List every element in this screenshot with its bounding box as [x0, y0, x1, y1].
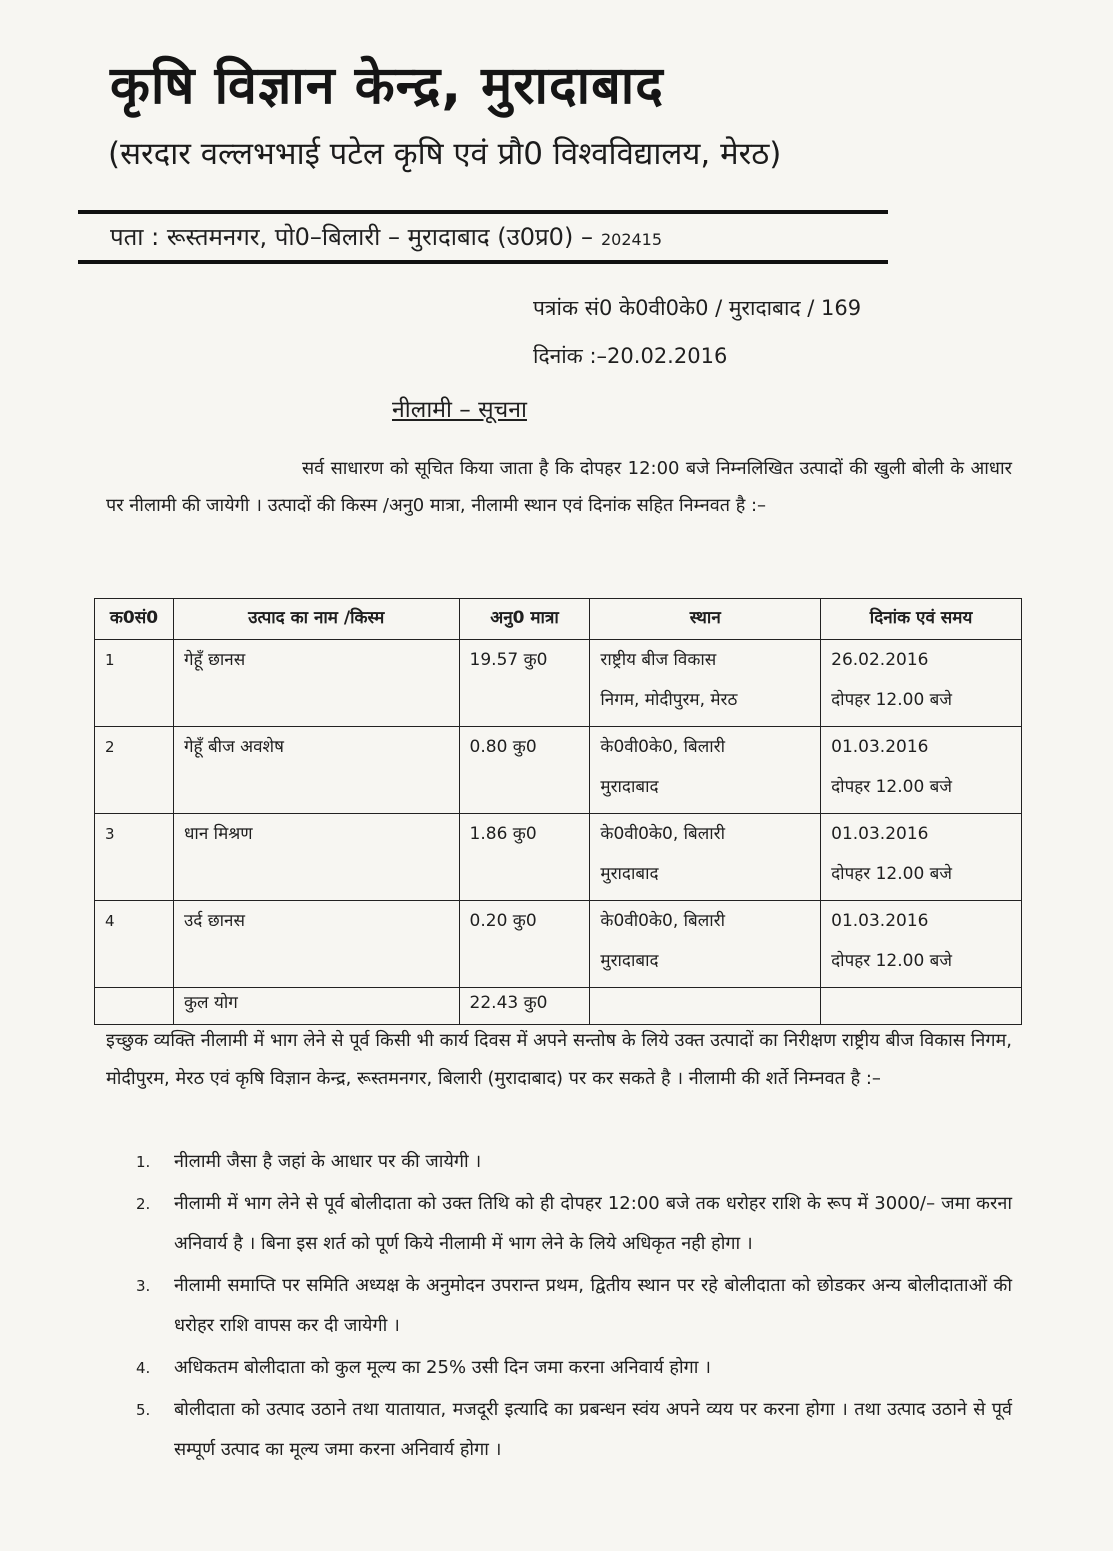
term-text: नीलामी जैसा है जहां के आधार पर की जायेगी । — [174, 1151, 482, 1172]
term-number: 5. — [136, 1401, 151, 1419]
time-value: दोपहर 12.00 बजे — [831, 951, 953, 971]
place-line-2: मुरादाबाद — [600, 777, 659, 797]
table-row — [95, 901, 1022, 988]
inspection-paragraph: इच्छुक व्यक्ति नीलामी में भाग लेने से पूर्व किसी भी कार्य दिवस में अपने सन्तोष के लिये उक्त उत्पादों का निरीक्षण राष्ट्रीय बीज विकास निगम, मोदीपुरम, मेरठ एवं कृषि विज्ञान केन्द्र, रूस्तमनगर, बिलारी (मुरादाबाद) पर कर सकते है । नीलामी की शर्ते निम्नवत है :– — [106, 1030, 1012, 1089]
col-header-qty: अनु0 मात्रा — [459, 599, 590, 640]
organization-title: कृषि विज्ञान केन्द्र, मुरादाबाद — [110, 56, 664, 116]
term-number: 3. — [136, 1277, 151, 1295]
cell-datetime — [821, 640, 1022, 727]
place-line-1: के0वी0के0, बिलारी — [600, 824, 726, 844]
term-text: नीलामी में भाग लेने से पूर्व बोलीदाता को उक्त तिथि को ही दोपहर 12:00 बजे तक धरोहर राशि के रूप में 3000/– जमा करना अनिवार्य है । बिना इस शर्त को पूर्ण किये नीलामी में भाग लेने के लिये अधिकृत नही होगा । — [174, 1193, 1012, 1254]
term-text: अधिकतम बोलीदाता को कुल मूल्य का 25% उसी दिन जमा करना अनिवार्य होगा । — [174, 1357, 711, 1378]
list-item — [136, 1142, 1012, 1182]
term-number: 2. — [136, 1195, 151, 1213]
place-line-1: के0वी0के0, बिलारी — [600, 911, 726, 931]
auction-items-table — [94, 598, 1022, 1025]
place-line-2: मुरादाबाद — [600, 864, 659, 884]
term-number: 4. — [136, 1359, 151, 1377]
date-value: 01.03.2016 — [831, 911, 929, 931]
cell-datetime — [821, 901, 1022, 988]
cell-sn: 3 — [95, 814, 174, 901]
table-header-row — [95, 599, 1022, 640]
cell-datetime — [821, 727, 1022, 814]
cell-sn: 2 — [95, 727, 174, 814]
cell-sn: 1 — [95, 640, 174, 727]
notice-heading: नीलामी – सूचना — [392, 397, 527, 423]
table-total-row — [95, 988, 1022, 1025]
cell-product: गेहूँ छानस — [173, 640, 459, 727]
cell-qty: 0.80 कु0 — [459, 727, 590, 814]
header-rule-top — [78, 210, 888, 214]
date-value: 01.03.2016 — [831, 824, 929, 844]
place-line-1: राष्ट्रीय बीज विकास — [600, 650, 717, 670]
letter-date: दिनांक :–20.02.2016 — [533, 344, 728, 368]
time-value: दोपहर 12.00 बजे — [831, 690, 953, 710]
col-header-product: उत्पाद का नाम /किस्म — [173, 599, 459, 640]
list-item — [136, 1348, 1012, 1388]
cell-place — [590, 814, 821, 901]
col-header-datetime: दिनांक एवं समय — [821, 599, 1022, 640]
col-header-place: स्थान — [590, 599, 821, 640]
cell-place — [590, 640, 821, 727]
cell-product: धान मिश्रण — [173, 814, 459, 901]
intro-paragraph: सर्व साधारण को सूचित किया जाता है कि दोपहर 12:00 बजे निम्नलिखित उत्पादों की खुली बोली के आधार पर नीलामी की जायेगी । उत्पादों की किस्म /अनु0 मात्रा, नीलामी स्थान एवं दिनांक सहित निम्नवत है :– — [106, 458, 1012, 516]
cell-empty — [590, 988, 821, 1025]
cell-datetime — [821, 814, 1022, 901]
total-label: कुल योग — [173, 988, 459, 1025]
address-line — [110, 220, 662, 253]
cell-sn: 4 — [95, 901, 174, 988]
place-line-1: के0वी0के0, बिलारी — [600, 737, 726, 757]
place-line-2: मुरादाबाद — [600, 951, 659, 971]
cell-empty — [95, 988, 174, 1025]
terms-list — [136, 1142, 1012, 1472]
col-header-sn: क0सं0 — [95, 599, 174, 640]
cell-qty: 1.86 कु0 — [459, 814, 590, 901]
term-text: नीलामी समाप्ति पर समिति अध्यक्ष के अनुमोदन उपरान्त प्रथम, द्वितीय स्थान पर रहे बोलीदाता को छोडकर अन्य बोलीदाताओं की धरोहर राशि वापस कर दी जायेगी । — [174, 1275, 1012, 1336]
time-value: दोपहर 12.00 बजे — [831, 864, 953, 884]
total-qty: 22.43 कु0 — [459, 988, 590, 1025]
reference-number: पत्रांक सं0 के0वी0के0 / मुरादाबाद / 169 — [533, 296, 862, 320]
term-text: बोलीदाता को उत्पाद उठाने तथा यातायात, मजदूरी इत्यादि का प्रबन्धन स्वंय अपने व्यय पर करना होगा । तथा उत्पाद उठाने से पूर्व सम्पूर्ण उत्पाद का मूल्य जमा करना अनिवार्य होगा । — [174, 1399, 1012, 1460]
place-line-2: निगम, मोदीपुरम, मेरठ — [600, 690, 738, 710]
cell-qty: 19.57 कु0 — [459, 640, 590, 727]
header-rule-bottom — [78, 260, 888, 264]
cell-place — [590, 901, 821, 988]
cell-empty — [821, 988, 1022, 1025]
term-number: 1. — [136, 1153, 151, 1171]
cell-place — [590, 727, 821, 814]
time-value: दोपहर 12.00 बजे — [831, 777, 953, 797]
cell-product: उर्द छानस — [173, 901, 459, 988]
pincode: 202415 — [600, 230, 663, 249]
cell-qty: 0.20 कु0 — [459, 901, 590, 988]
list-item — [136, 1390, 1012, 1470]
address-text: पता : रूस्तमनगर, पो0–बिलारी – मुरादाबाद (उ0प्र0) – — [110, 223, 593, 251]
cell-product: गेहूँ बीज अवशेष — [173, 727, 459, 814]
table-row — [95, 814, 1022, 901]
list-item — [136, 1184, 1012, 1264]
table-row — [95, 640, 1022, 727]
list-item — [136, 1266, 1012, 1346]
table-row — [95, 727, 1022, 814]
date-value: 01.03.2016 — [831, 737, 929, 757]
date-value: 26.02.2016 — [831, 650, 929, 670]
university-subtitle: (सरदार वल्लभभाई पटेल कृषि एवं प्रौ0 विश्वविद्यालय, मेरठ) — [108, 136, 782, 172]
